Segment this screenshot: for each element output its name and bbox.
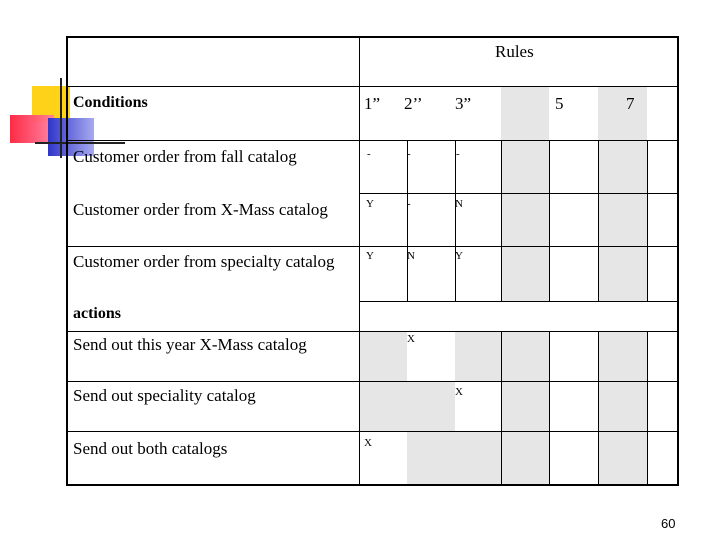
condition-value: Y [366, 198, 374, 210]
condition-value: N [407, 250, 415, 262]
page-number: 60 [661, 516, 676, 531]
rule-2-label: 2’’ [404, 94, 423, 113]
condition-value: N [455, 198, 463, 210]
shaded-col-6 [598, 86, 647, 486]
rule-5-label: 5 [555, 94, 564, 113]
action-mark: X [455, 386, 463, 398]
action-mark: X [364, 437, 372, 449]
condition-label: Customer order from X-Mass catalog [73, 200, 328, 219]
action-label: Send out speciality catalog [73, 386, 256, 405]
rule-1-label: 1” [364, 94, 381, 113]
action-label: Send out this year X-Mass catalog [73, 335, 307, 354]
conditions-heading: Conditions [73, 94, 148, 111]
action-mark: X [407, 333, 415, 345]
condition-value: - [456, 148, 460, 160]
condition-value: - [407, 198, 411, 210]
condition-value: Y [455, 250, 463, 262]
actions-heading: actions [73, 305, 121, 322]
condition-label: Customer order from fall catalog [73, 147, 297, 166]
condition-label: Customer order from specialty catalog [73, 252, 335, 271]
condition-value: Y [366, 250, 374, 262]
rules-header: Rules [495, 42, 534, 61]
condition-value: - [367, 148, 371, 160]
action-label: Send out both catalogs [73, 439, 228, 458]
rule-3-label: 3” [455, 94, 472, 113]
decor-vertical-line [60, 78, 62, 158]
shaded-col-4 [501, 86, 549, 486]
condition-value: - [407, 148, 411, 160]
decision-table [66, 36, 679, 486]
rule-7-label: 7 [626, 94, 635, 113]
